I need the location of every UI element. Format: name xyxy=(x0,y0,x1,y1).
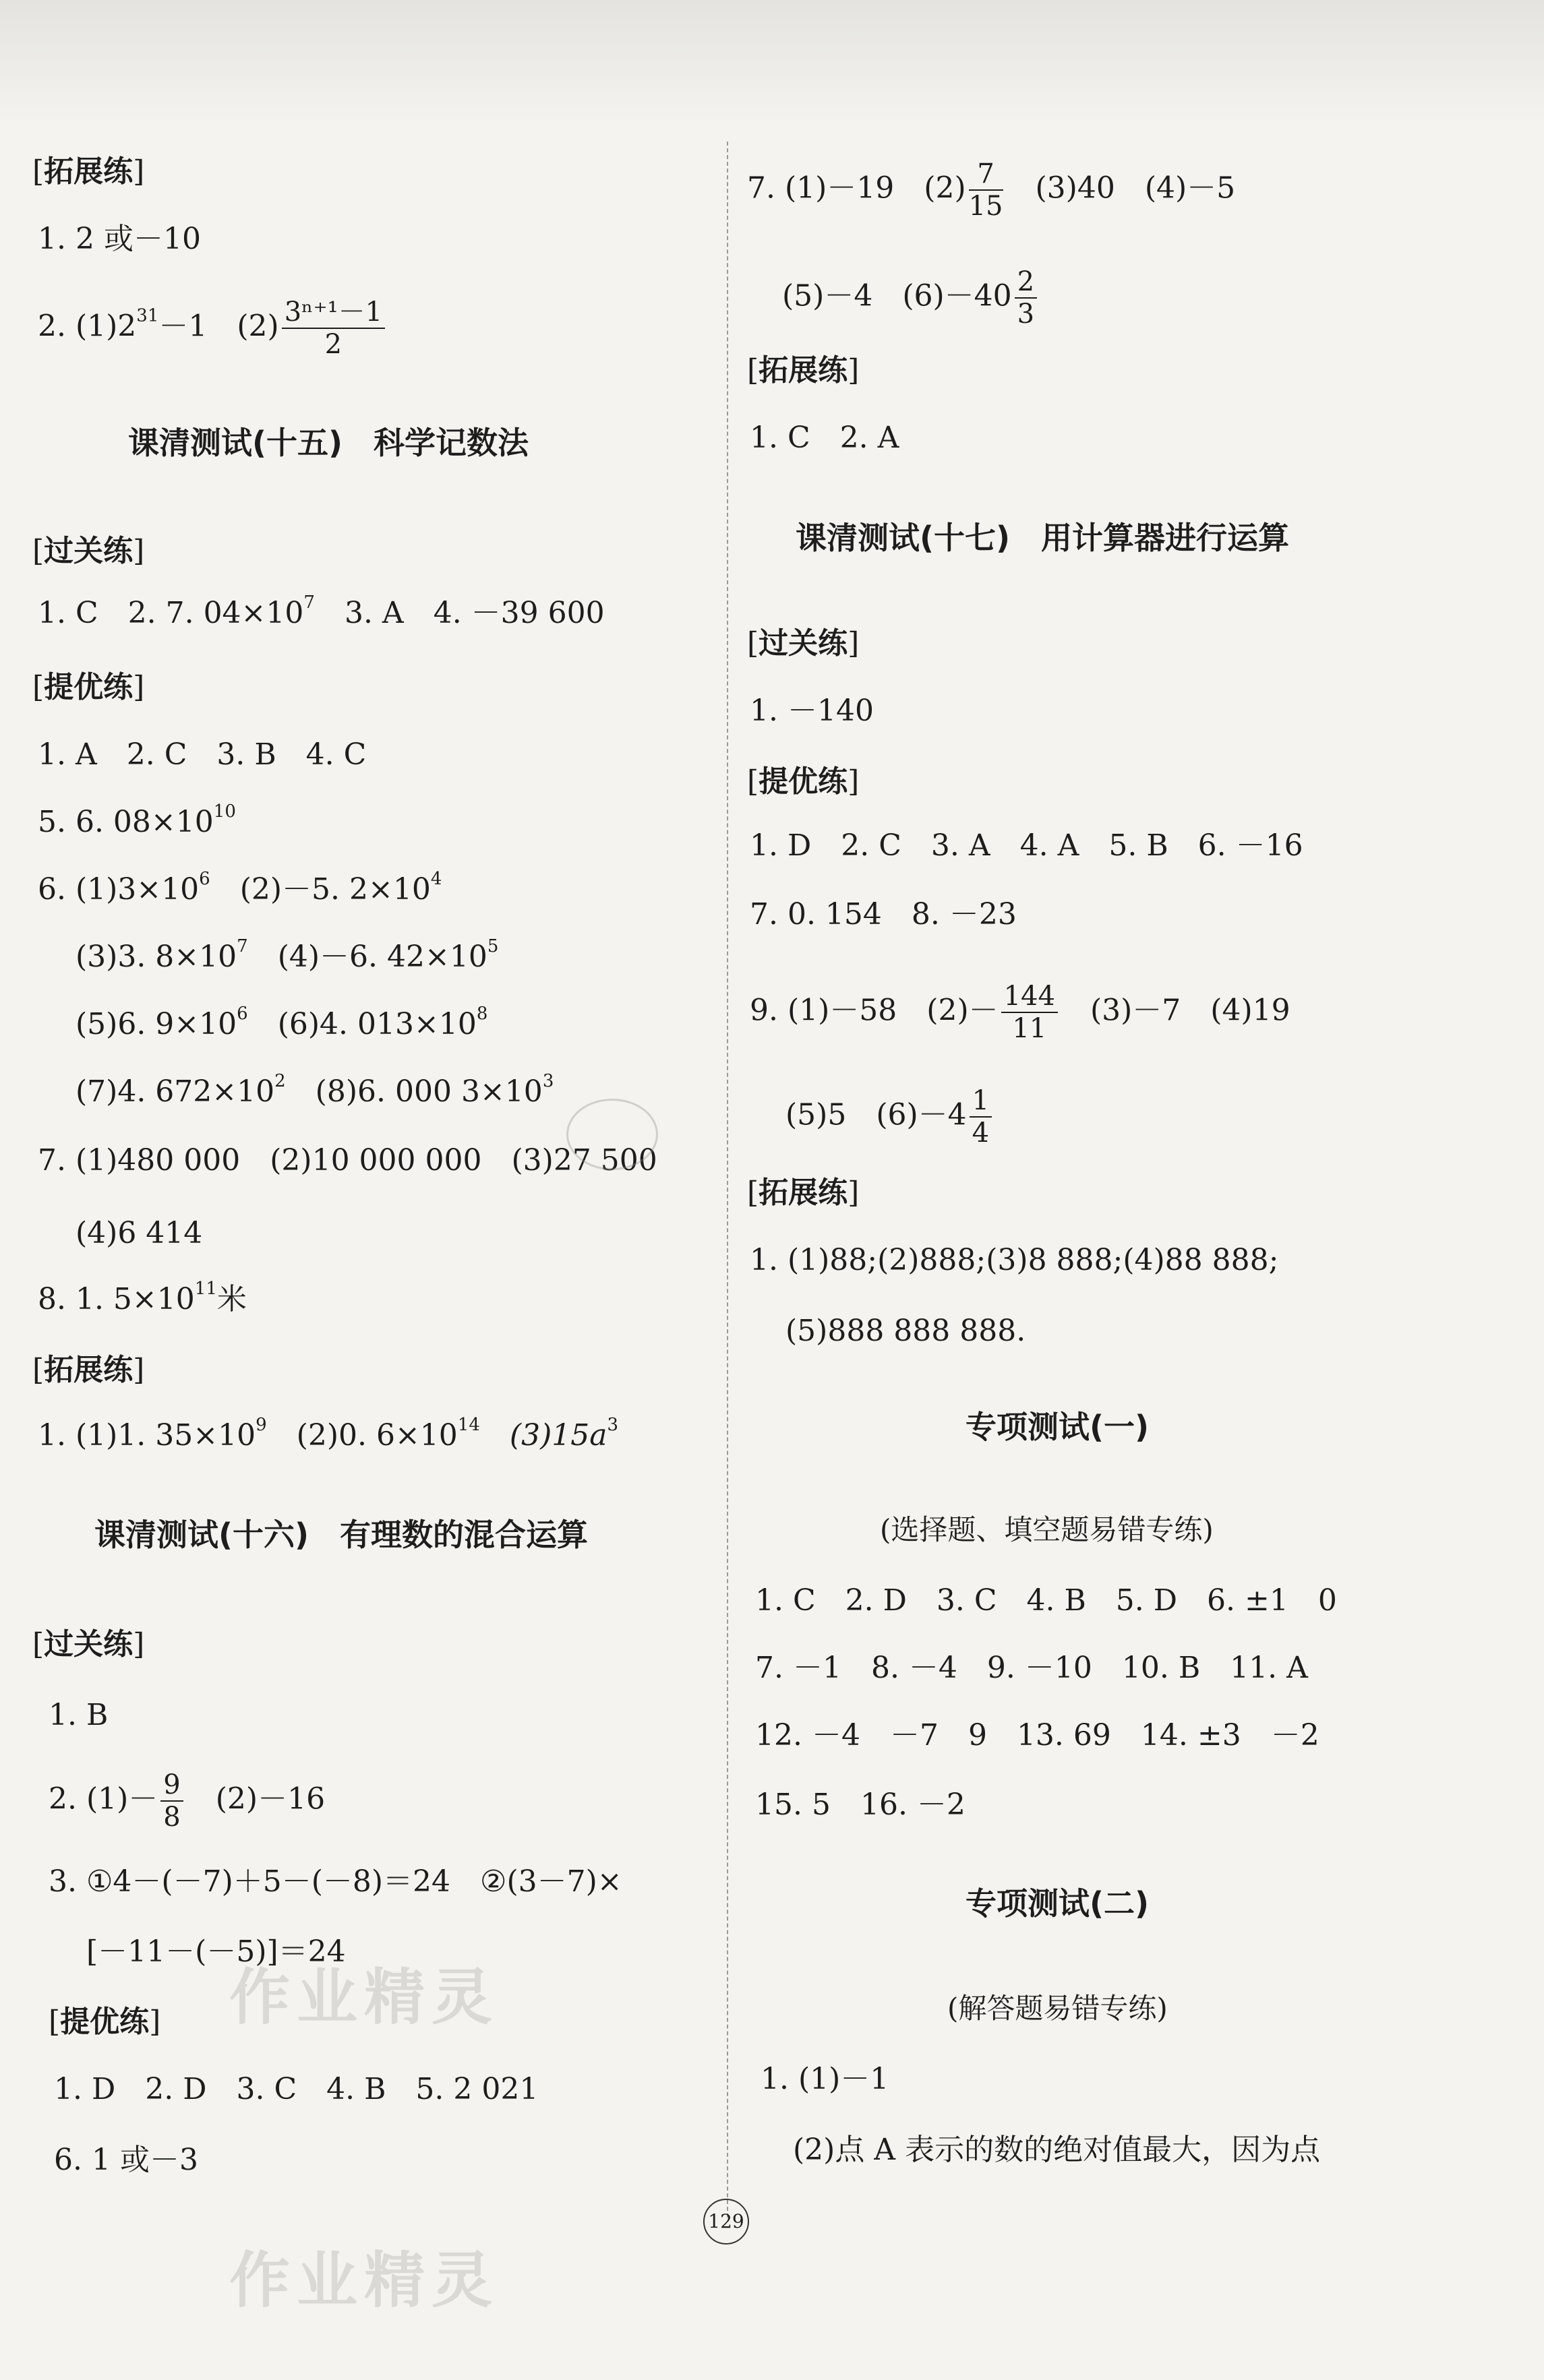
answer-line: 1. D 2. C 3. A 4. A 5. B 6. －16 xyxy=(750,828,1303,863)
section-header: [ 提优练 ] xyxy=(747,762,859,802)
answer-line: 1. C 2. 7. $04\times 10^7$ 3. A 4. －39 600 xyxy=(38,592,605,630)
answer-line: 2. $(1)2^{31}-1$ (2) $\frac{\text{3ⁿ⁺¹－1}}{2}$ xyxy=(38,297,388,360)
answer-line: 6. 1 或－3 xyxy=(54,2143,198,2177)
fraction: $\frac{\text{3ⁿ⁺¹－1}}{2}$ xyxy=(282,297,385,360)
section-subtitle: (解答题易错专练) xyxy=(947,1992,1168,2025)
page-number: 129 xyxy=(703,2199,749,2245)
answer-line: 1. 2 或－10 xyxy=(38,222,201,256)
answer-line: 8. 1. $5\times 10^{11}$米 xyxy=(38,1279,247,1316)
section-header: [ 提优练 ] xyxy=(49,2002,160,2042)
answer-line: (5)888 888 888. xyxy=(785,1314,1026,1348)
section-title: 课清测试(十七) 用计算器进行运算 xyxy=(796,520,1290,556)
answer-line: [－11－(－5)]＝24 xyxy=(86,1934,346,1969)
fraction: $\frac{144}{11}$ xyxy=(1001,981,1058,1044)
fraction: $\frac{2}{3}$ xyxy=(1015,266,1037,330)
answer-line: 6. $(1)3\times 10^6$ (2)－5. $2\times 10^4$ xyxy=(38,869,442,907)
section-header: [ 过关练 ] xyxy=(32,531,144,572)
answer-line: 7. －1 8. －4 9. －10 10. B 11. A xyxy=(755,1651,1308,1685)
section-title: 专项测试(一) xyxy=(966,1409,1150,1445)
answer-line: 1. A 2. C 3. B 4. C xyxy=(38,737,367,772)
section-header: [ 拓展练 ] xyxy=(747,1173,859,1213)
section-header: [ 拓展练 ] xyxy=(747,350,859,391)
watermark-seal xyxy=(566,1099,658,1170)
answer-line: 1. (1)88;(2)888;(3)8 888;(4)88 888; xyxy=(750,1243,1279,1277)
answer-line: (5)5 (6)－4 $\frac{1}{4}$ xyxy=(785,1085,994,1149)
answer-line: 3. ①4－(－7)＋5－(－8)＝24 ②(3－7)× xyxy=(49,1864,622,1899)
section-title: 课清测试(十五) 科学记数法 xyxy=(128,425,529,461)
answer-line: (5)－4 (6)－40 $\frac{2}{3}$ xyxy=(782,266,1040,330)
page-shadow xyxy=(0,0,1544,121)
answer-line: (2)点 A 表示的数的绝对值最大，因为点 xyxy=(793,2133,1321,2167)
answer-line: 1. (1)－1 xyxy=(761,2062,889,2096)
fraction: $\frac{1}{4}$ xyxy=(970,1085,992,1149)
answer-line: 1. D 2. D 3. C 4. B 5. 2 021 xyxy=(54,2072,539,2106)
answer-line: 1. (1)1. $35\times 10^9$ (2)0. $6\times 10^{14}$ $(3)15a^3$ xyxy=(38,1415,618,1453)
column-divider xyxy=(727,142,728,2218)
watermark: 作业精灵 xyxy=(229,2245,499,2316)
section-title: 专项测试(二) xyxy=(966,1885,1150,1922)
answer-line: 5. 6. $08\times 10^{10}$ xyxy=(38,801,236,839)
section-header: [ 提优练 ] xyxy=(32,667,144,708)
answer-line: 7. 0. 154 8. －23 xyxy=(750,897,1017,932)
answer-line: 2. (1)－ $\frac{9}{8}$ (2)－16 xyxy=(49,1769,326,1833)
answer-line: 1. C 2. A xyxy=(750,421,899,455)
section-header: [ 拓展练 ] xyxy=(32,1350,144,1391)
section-subtitle: (选择题、填空题易错专练) xyxy=(880,1513,1214,1546)
section-header: [ 过关练 ] xyxy=(747,623,859,664)
answer-line: 1. C 2. D 3. C 4. B 5. D 6. ±1 0 xyxy=(755,1583,1337,1618)
answer-line: (4)6 414 xyxy=(76,1216,203,1250)
section-title: 课清测试(十六) 有理数的混合运算 xyxy=(94,1517,589,1553)
fraction: $\frac{7}{15}$ xyxy=(968,158,1003,222)
answer-line: 7. (1)－19 (2) $\frac{7}{15}$ (3)40 (4)－5 xyxy=(747,158,1236,222)
answer-line: (7)4. $672\times 10^2$ (8)6. 000 $3\times 10^3$ xyxy=(76,1071,554,1109)
answer-line: (5)6. $9\times 10^6$ (6)4. $013\times 10^8$ xyxy=(76,1004,488,1041)
answer-line: 1. －140 xyxy=(750,694,874,728)
answer-line: 15. 5 16. －2 xyxy=(755,1788,966,1822)
answer-line: 1. B xyxy=(49,1698,109,1732)
section-header: [ 拓展练 ] xyxy=(32,152,144,192)
answer-line: 12. －4 －7 9 13. 69 14. ±3 －2 xyxy=(755,1718,1319,1752)
fraction: $\frac{9}{8}$ xyxy=(160,1769,183,1833)
answer-line: 9. (1)－58 (2)－ $\frac{144}{11}$ (3)－7 (4)19 xyxy=(750,981,1290,1044)
answer-line: (3)3. $8\times 10^7$ (4)－6. $42\times 10^5$ xyxy=(76,936,499,974)
watermark: 作业精灵 xyxy=(229,1962,499,2033)
section-header: [ 过关练 ] xyxy=(32,1624,144,1665)
answer-line: 7. (1)480 000 (2)10 000 000 (3)27 500 xyxy=(38,1143,657,1178)
